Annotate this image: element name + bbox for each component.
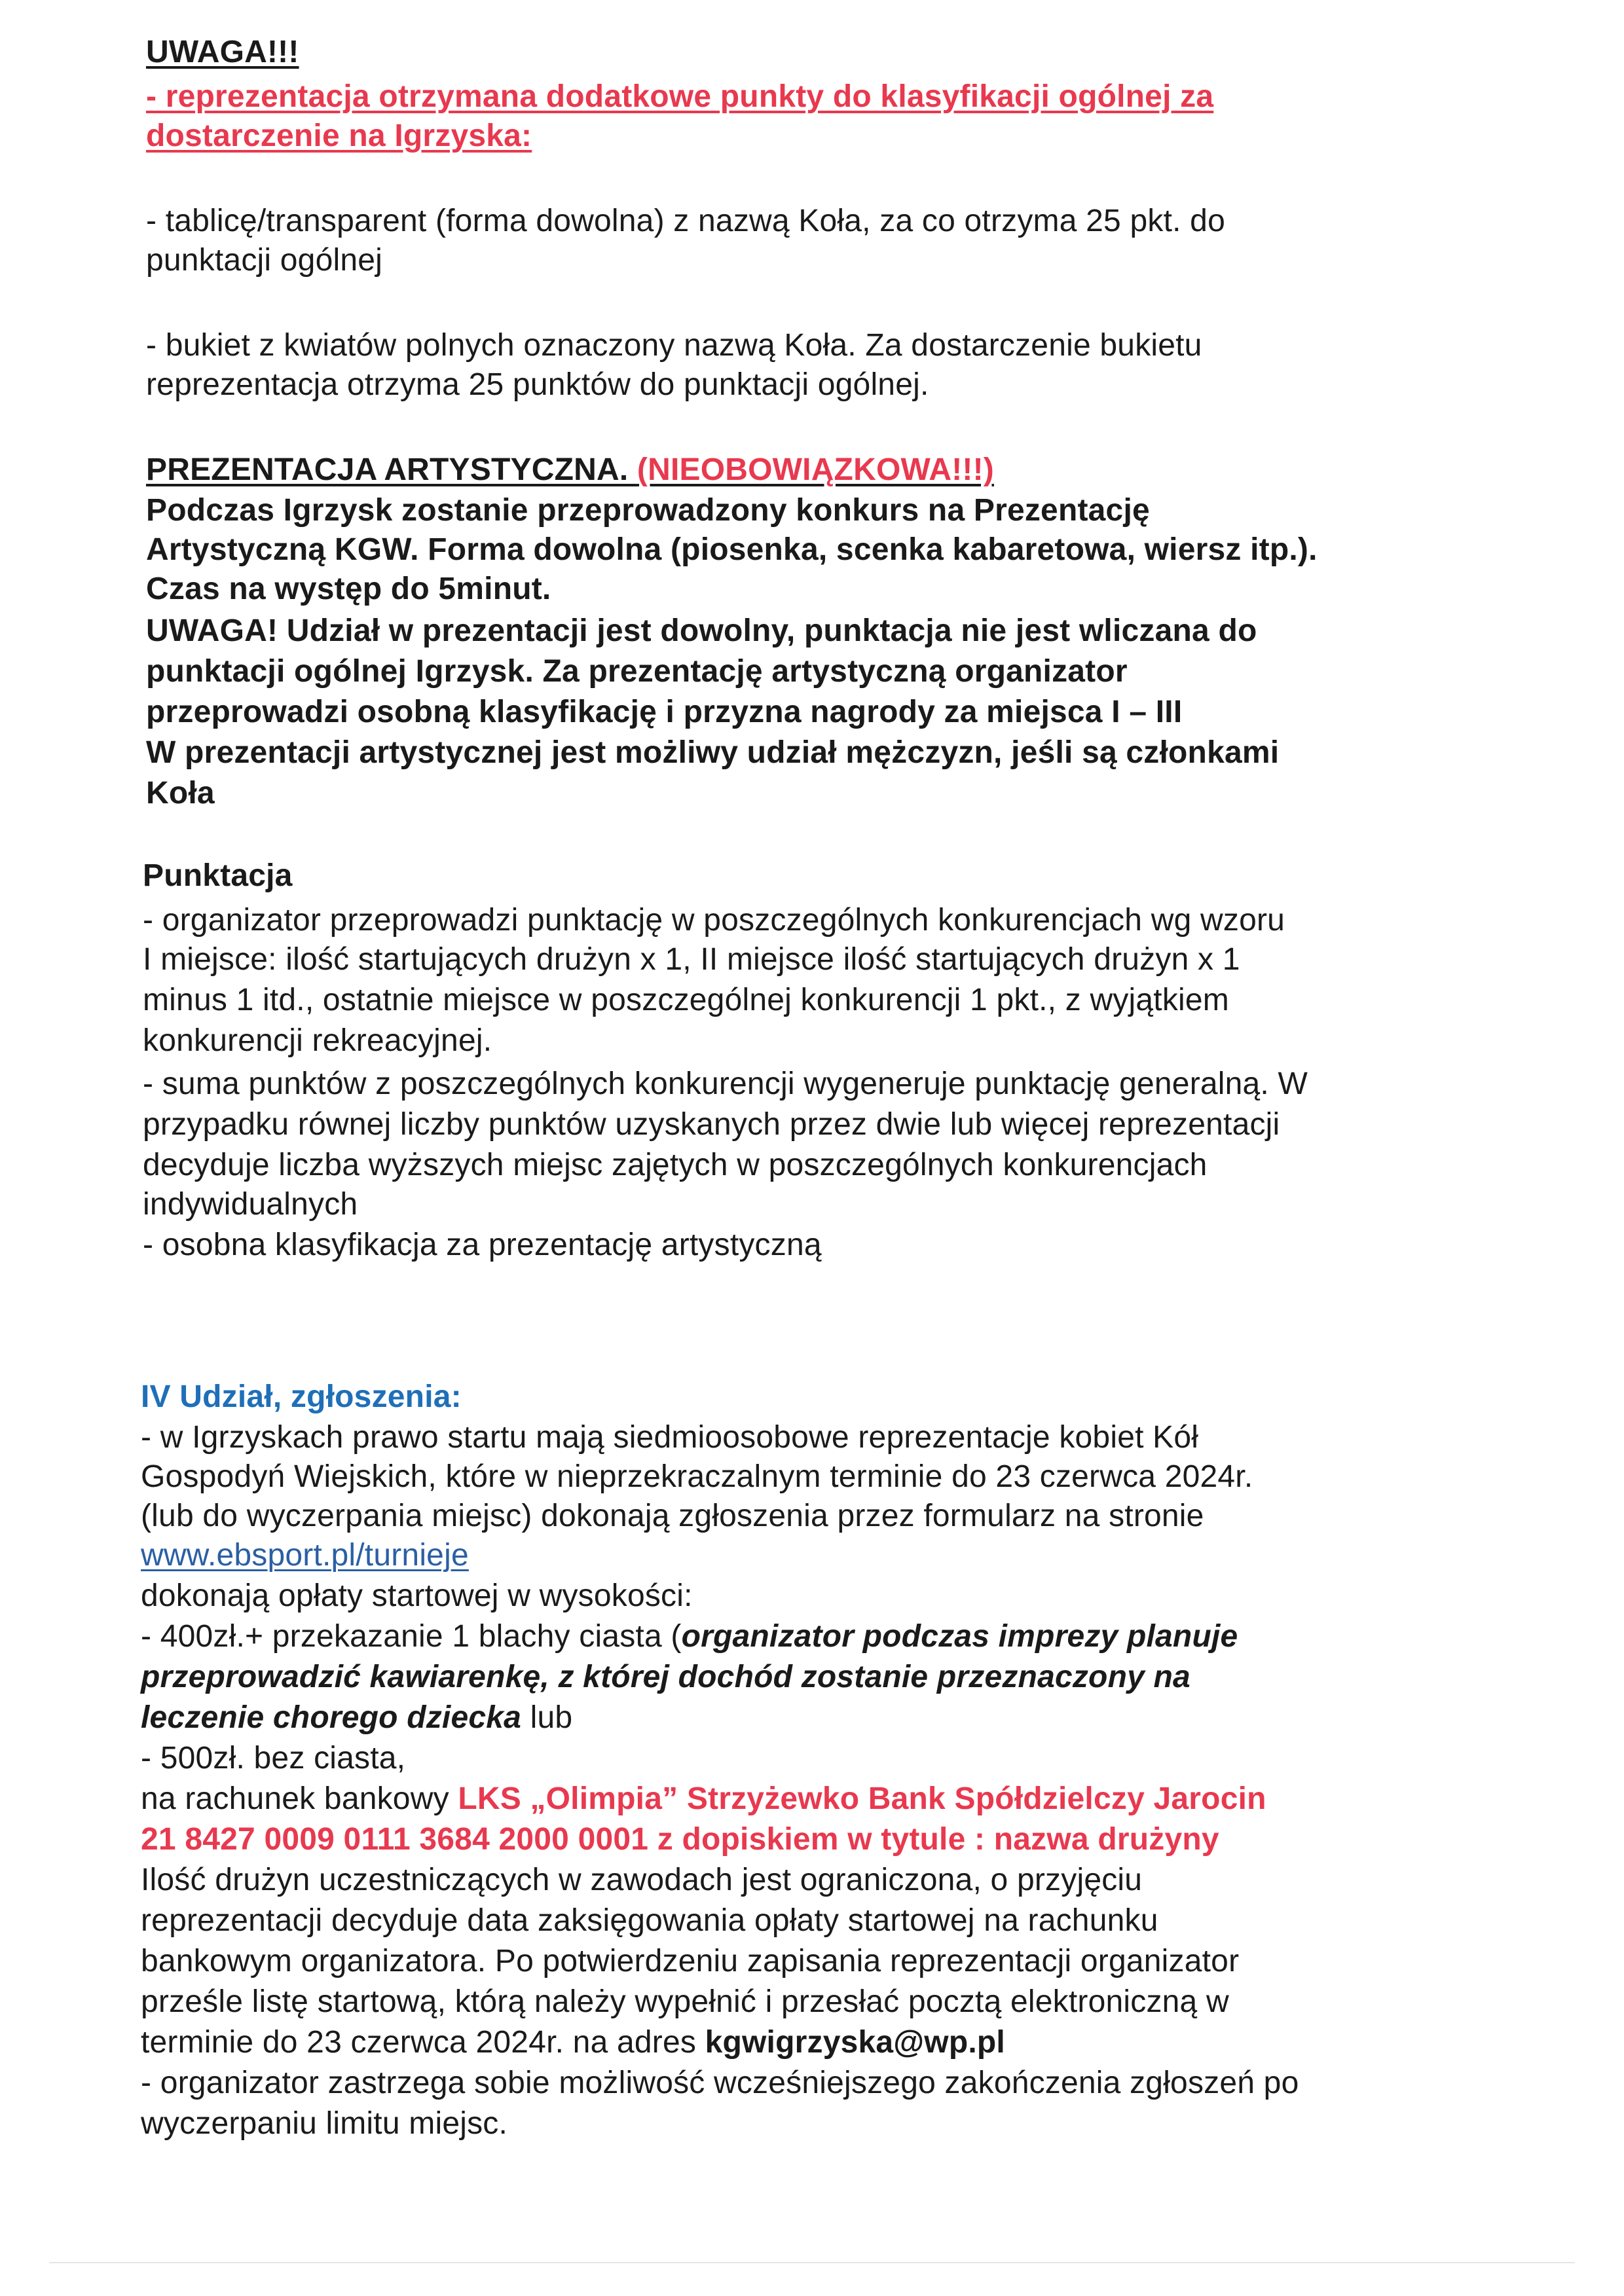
kawiarenka-note-2: przeprowadzić kawiarenkę, z której dochód zostanie przeznaczony na (141, 1660, 1190, 1694)
bukiet-line-2: reprezentacja otrzyma 25 punktów do punktacji ogólnej. (146, 367, 929, 402)
zgloszenia-line-16 (141, 2023, 1005, 2062)
email-address: kgwigrzyska@wp.pl (705, 2025, 1005, 2060)
zgloszenia-line-1: - w Igrzyskach prawo startu mają siedmioosobowe reprezentacje kobiet Kół (141, 1420, 1199, 1455)
account-number: 21 8427 0009 0111 3684 2000 0001 z dopiskiem w tytule : nazwa drużyny (141, 1822, 1219, 1857)
zgloszenia-line-17: - organizator zastrzega sobie możliwość wcześniejszego zakończenia zgłoszeń po (141, 2066, 1299, 2100)
termin-text: terminie do 23 czerwca 2024r. na adres (141, 2025, 705, 2060)
ebsport-link[interactable]: www.ebsport.pl/turnieje (141, 1538, 469, 1573)
zgloszenia-line-5: dokonają opłaty startowej w wysokości: (141, 1578, 693, 1613)
prezentacja-line-3: Czas na występ do 5minut. (146, 572, 551, 606)
zgloszenia-line-3: (lub do wyczerpania miejsc) dokonają zgłoszenia przez formularz na stronie (141, 1499, 1204, 1533)
prezentacja-heading-text: PREZENTACJA ARTYSTYCZNA. (146, 452, 637, 487)
prezentacja-heading (146, 450, 994, 490)
punktacja-line-3: minus 1 itd., ostatnie miejsce w poszczególnej konkurencji 1 pkt., z wyjątkiem (143, 983, 1229, 1017)
punktacja-line-6: przypadku równej liczby punktów uzyskanych przez dwie lub więcej reprezentacji (143, 1107, 1280, 1142)
zgloszenia-line-2: Gospodyń Wiejskich, które w nieprzekraczalnym terminie do 23 czerwca 2024r. (141, 1459, 1253, 1494)
prezentacja-line-5: punktacji ogólnej Igrzysk. Za prezentację artystyczną organizator (146, 654, 1128, 689)
tablica-line-1: - tablicę/transparent (forma dowolna) z nazwą Koła, za co otrzyma 25 pkt. do (146, 204, 1225, 238)
tablica-line-2: punktacji ogólnej (146, 243, 382, 278)
zgloszenia-line-13: reprezentacji decyduje data zaksięgowania opłaty startowej na rachunku (141, 1903, 1158, 1938)
prezentacja-line-8: Koła (146, 776, 215, 811)
punktacja-line-4: konkurencji rekreacyjnej. (143, 1023, 492, 1058)
uwaga-red-line-2: dostarczenie na Igrzyska: (146, 118, 532, 153)
zgloszenia-line-8 (141, 1698, 572, 1738)
punktacja-line-8: indywidualnych (143, 1187, 358, 1222)
zgloszenia-line-12: Ilość drużyn uczestniczących w zawodach jest ograniczona, o przyjęciu (141, 1863, 1143, 1897)
zgloszenia-heading: IV Udział, zgłoszenia: (141, 1379, 462, 1414)
uwaga-red-line-1: - reprezentacja otrzymana dodatkowe punkty do klasyfikacji ogólnej za (146, 79, 1214, 114)
bank-name: LKS „Olimpia” Strzyżewko Bank Spółdzielczy Jarocin (458, 1781, 1266, 1816)
punktacja-heading: Punktacja (143, 858, 293, 893)
punktacja-line-9: - osobna klasyfikacja za prezentację artystyczną (143, 1228, 822, 1262)
rachunek-label: na rachunek bankowy (141, 1781, 458, 1816)
oplata-400: - 400zł.+ przekazanie 1 blachy ciasta ( (141, 1619, 682, 1654)
prezentacja-line-2: Artystyczną KGW. Forma dowolna (piosenka, scenka kabaretowa, wiersz itp.). (146, 532, 1318, 567)
kawiarenka-note-1: organizator podczas imprezy planuje (681, 1619, 1238, 1654)
zgloszenia-line-18: wyczerpaniu limitu miejsc. (141, 2106, 508, 2141)
prezentacja-heading-optional: (NIEOBOWIĄZKOWA!!!) (637, 452, 994, 487)
scan-edge-line (49, 2262, 1575, 2263)
punktacja-line-7: decyduje liczba wyższych miejsc zajętych w poszczególnych konkurencjach (143, 1148, 1208, 1182)
prezentacja-line-7: W prezentacji artystycznej jest możliwy udział mężczyzn, jeśli są członkami (146, 735, 1280, 770)
punktacja-line-1: - organizator przeprowadzi punktację w poszczególnych konkurencjach wg wzoru (143, 903, 1285, 938)
punktacja-line-2: I miejsce: ilość startujących drużyn x 1, II miejsce ilość startujących drużyn x 1 (143, 942, 1240, 977)
oplata-500: - 500zł. bez ciasta, (141, 1741, 406, 1776)
uwaga-title: UWAGA!!! (146, 35, 299, 69)
zgloszenia-line-6 (141, 1617, 1238, 1656)
lub-text: lub (521, 1700, 573, 1735)
prezentacja-line-6: przeprowadzi osobną klasyfikację i przyzna nagrody za miejsca I – III (146, 695, 1183, 729)
bukiet-line-1: - bukiet z kwiatów polnych oznaczony nazwą Koła. Za dostarczenie bukietu (146, 328, 1202, 363)
prezentacja-line-4: UWAGA! Udział w prezentacji jest dowolny, punktacja nie jest wliczana do (146, 613, 1257, 648)
punktacja-line-5: - suma punktów z poszczególnych konkurencji wygeneruje punktację generalną. W (143, 1066, 1308, 1101)
rachunek-line (141, 1779, 1266, 1819)
zgloszenia-line-15: prześle listę startową, którą należy wypełnić i przesłać pocztą elektroniczną w (141, 1984, 1229, 2019)
zgloszenia-line-14: bankowym organizatora. Po potwierdzeniu zapisania reprezentacji organizator (141, 1944, 1240, 1978)
kawiarenka-note-3: leczenie chorego dziecka (141, 1700, 522, 1735)
prezentacja-line-1: Podczas Igrzysk zostanie przeprowadzony konkurs na Prezentację (146, 493, 1150, 528)
